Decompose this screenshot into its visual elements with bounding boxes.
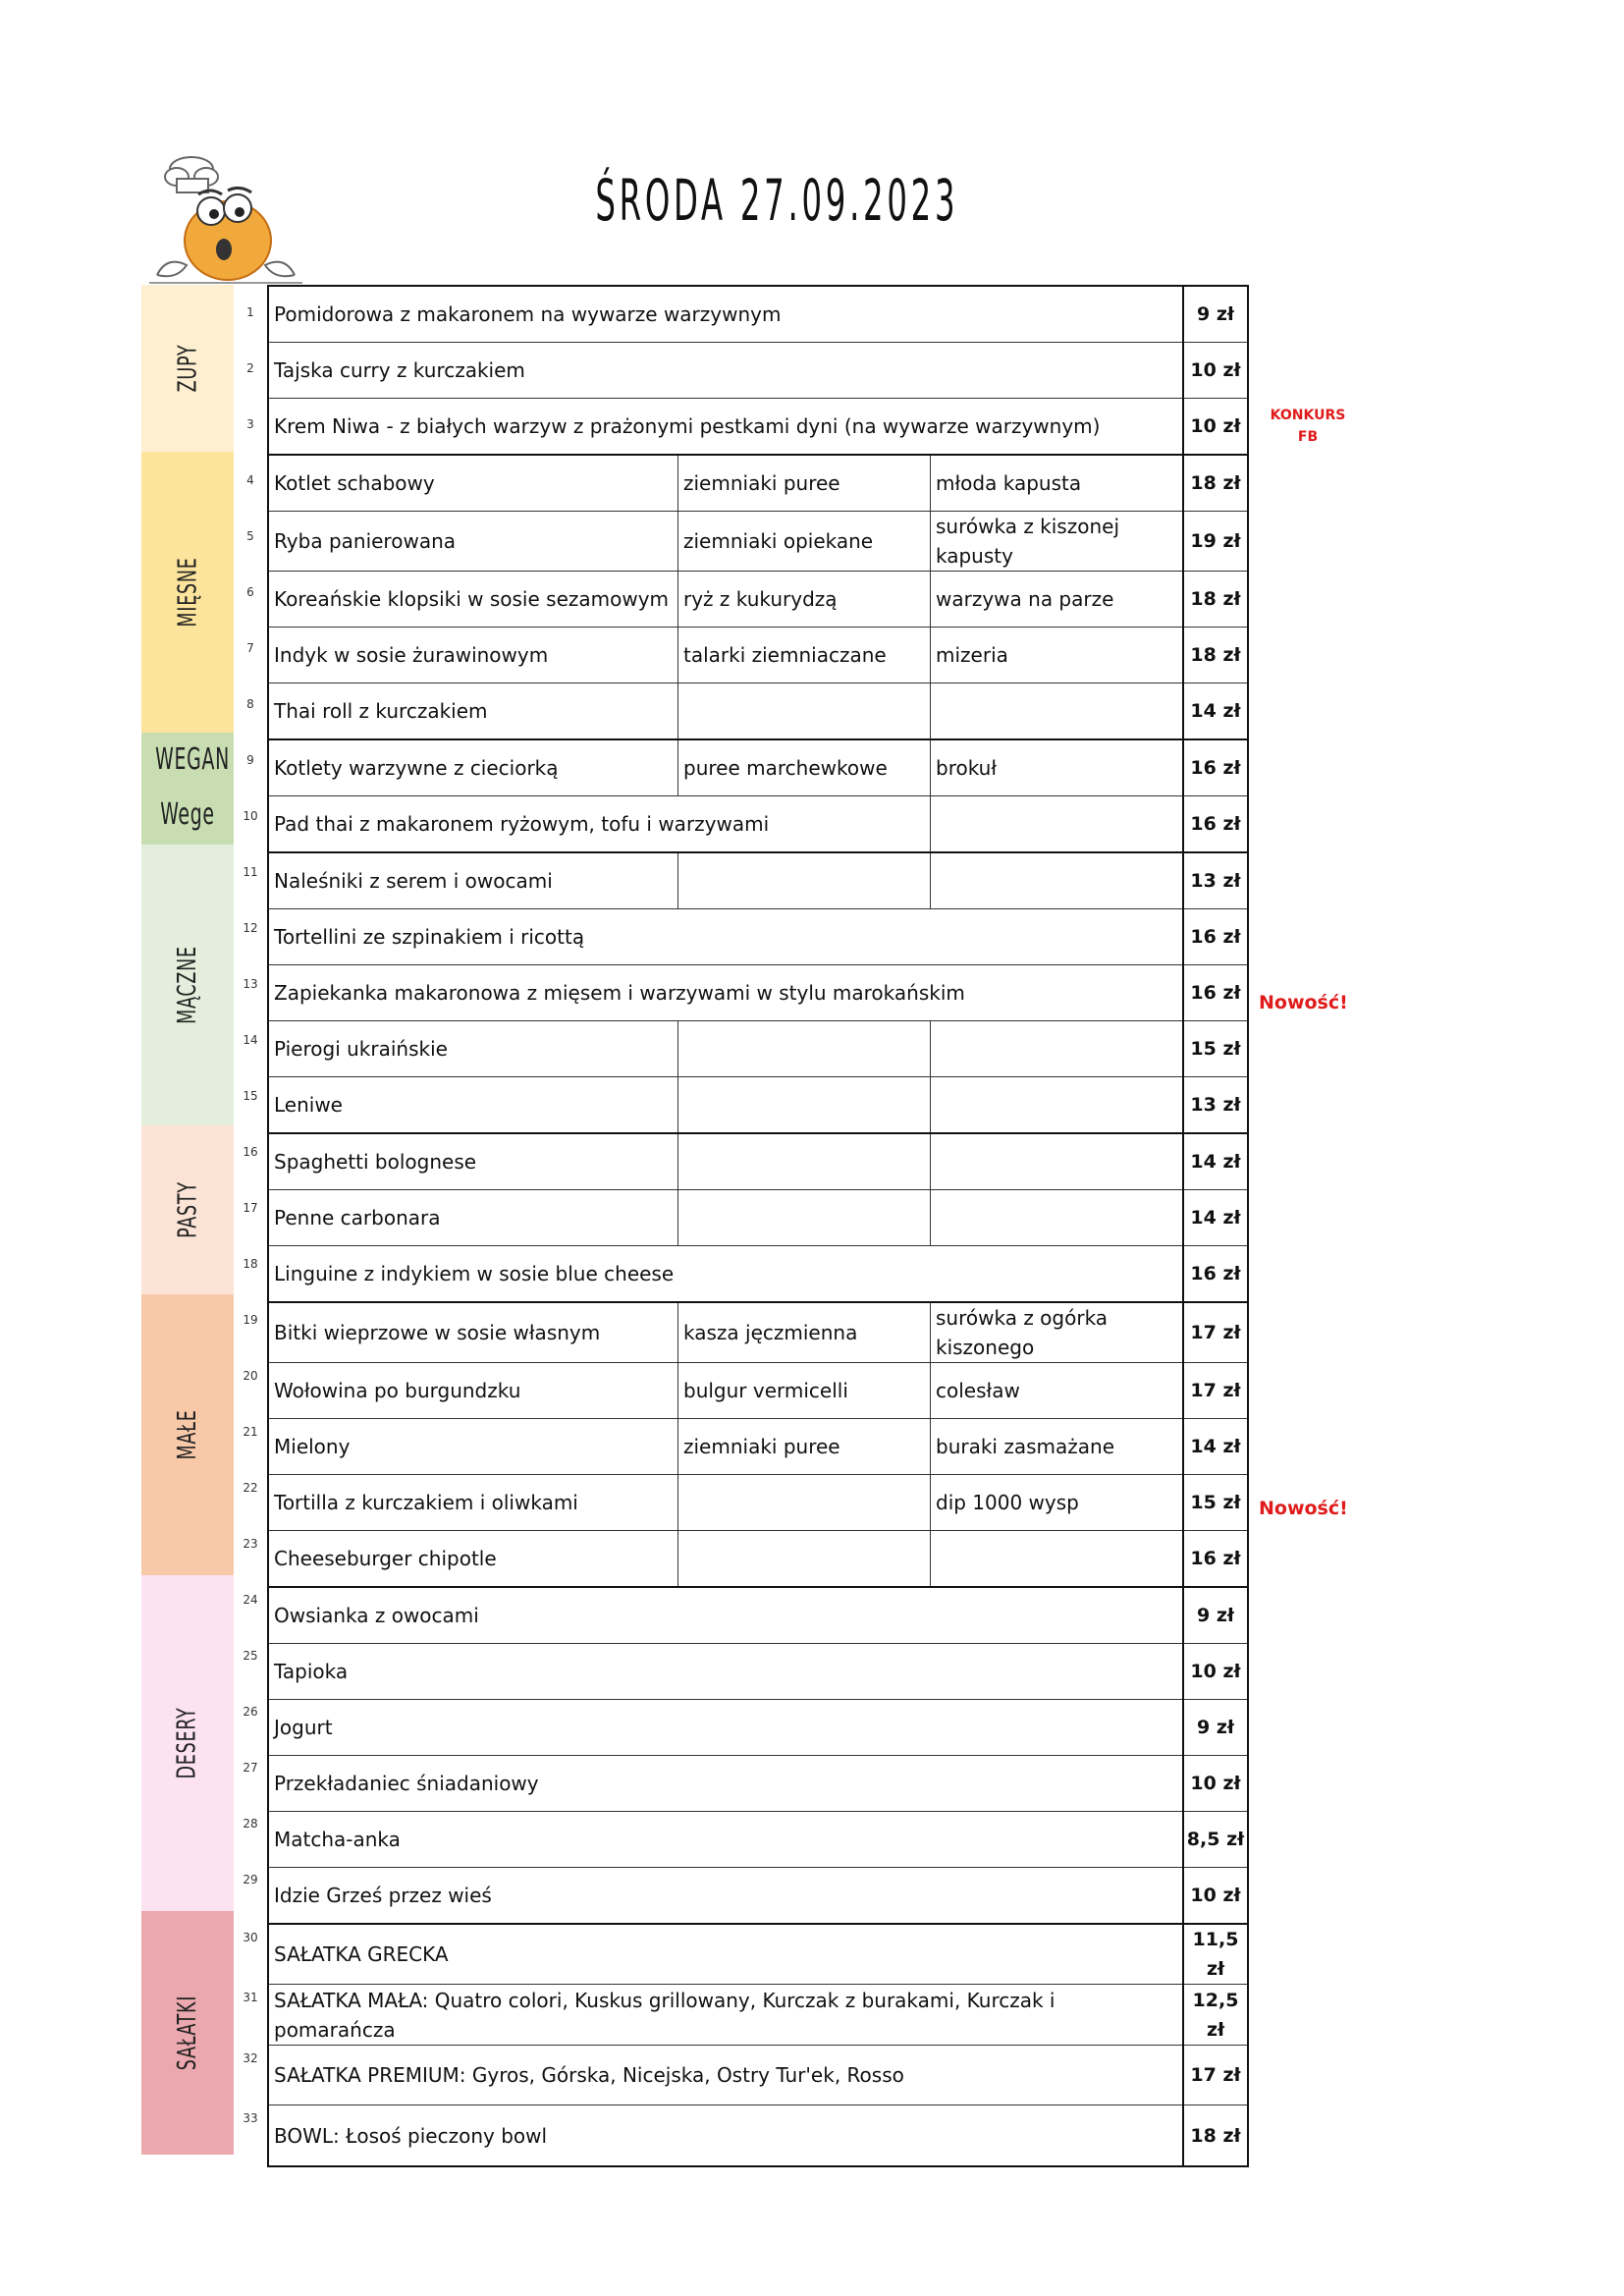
dish-cell: Ryba panierowana	[268, 512, 678, 572]
menu-row	[268, 1246, 1248, 1303]
menu-row	[268, 1644, 1248, 1700]
menu-row	[268, 1363, 1248, 1419]
dish-cell: SAŁATKA PREMIUM: Gyros, Górska, Nicejska, Ostry Tur'ek, Rosso	[268, 2046, 1183, 2105]
side-cell	[931, 683, 1184, 740]
category-label: MĄCZNE	[173, 946, 203, 1024]
price-cell: 10 zł	[1183, 1644, 1248, 1700]
dish-cell: Bitki wieprzowe w sosie własnym	[268, 1302, 678, 1363]
category-male	[141, 1294, 234, 1575]
price-cell: 12,5 zł	[1183, 1985, 1248, 2046]
row-number: 3	[246, 416, 254, 431]
side-cell: mizeria	[931, 628, 1184, 683]
price-cell: 16 zł	[1183, 1246, 1248, 1303]
price-cell: 10 zł	[1183, 1868, 1248, 1925]
price-cell: 9 zł	[1183, 1700, 1248, 1756]
row-number: 22	[243, 1480, 258, 1495]
row-number: 33	[243, 2111, 258, 2125]
side-cell: ryż z kukurydzą	[678, 572, 931, 628]
row-number: 14	[243, 1032, 258, 1047]
row-number: 29	[243, 1872, 258, 1886]
row-number: 25	[243, 1648, 258, 1663]
menu-row	[268, 965, 1248, 1021]
side-cell	[931, 1190, 1184, 1246]
side-cell	[678, 852, 931, 909]
side-cell: młoda kapusta	[931, 455, 1184, 512]
dish-cell: Pomidorowa z makaronem na wywarze warzywnym	[268, 286, 1183, 343]
row-number: 11	[243, 864, 258, 879]
dish-cell: Przekładaniec śniadaniowy	[268, 1756, 1183, 1812]
category-desery	[141, 1575, 234, 1911]
price-cell: 17 zł	[1183, 1302, 1248, 1363]
new-badge: Nowość!	[1259, 992, 1348, 1013]
row-number: 18	[243, 1256, 258, 1271]
price-cell: 16 zł	[1183, 909, 1248, 965]
row-number: 7	[246, 640, 254, 655]
row-number: 20	[243, 1368, 258, 1383]
price-cell: 9 zł	[1183, 1587, 1248, 1644]
row-number: 31	[243, 1991, 258, 2004]
dish-cell: Naleśniki z serem i owocami	[268, 852, 678, 909]
menu-row	[268, 1133, 1248, 1190]
dish-cell: Tajska curry z kurczakiem	[268, 343, 1183, 399]
menu-row	[268, 455, 1248, 512]
price-cell: 13 zł	[1183, 852, 1248, 909]
dish-cell: Krem Niwa - z białych warzyw z prażonymi pestkami dyni (na wywarze warzywnym)	[268, 399, 1183, 456]
category-label: PASTY	[172, 1181, 202, 1238]
price-cell: 9 zł	[1183, 286, 1248, 343]
category-maczne	[141, 845, 234, 1125]
row-number: 9	[246, 752, 254, 767]
price-cell: 14 zł	[1183, 1133, 1248, 1190]
menu-row	[268, 1190, 1248, 1246]
dish-cell: Kotlety warzywne z cieciorką	[268, 739, 678, 796]
menu-row	[268, 1924, 1248, 1985]
menu-row	[268, 628, 1248, 683]
side-cell: ziemniaki puree	[678, 455, 931, 512]
dish-cell: Koreańskie klopsiki w sosie sezamowym	[268, 572, 678, 628]
side-cell	[931, 1531, 1184, 1588]
price-cell: 16 zł	[1183, 739, 1248, 796]
konkurs-note	[1261, 405, 1355, 448]
category-wegan-wege	[141, 733, 234, 845]
row-number: 21	[243, 1424, 258, 1439]
menu-row	[268, 343, 1248, 399]
row-number: 10	[243, 808, 258, 823]
chef-mascot-icon	[147, 147, 304, 285]
menu-table	[267, 285, 1249, 2167]
dish-cell: Pierogi ukraińskie	[268, 1021, 678, 1077]
price-cell: 18 zł	[1183, 2105, 1248, 2167]
row-number: 26	[243, 1704, 258, 1719]
side-cell: ziemniaki puree	[678, 1419, 931, 1475]
side-cell: kasza jęczmienna	[678, 1302, 931, 1363]
side-cell	[678, 683, 931, 740]
row-number: 27	[243, 1760, 258, 1775]
category-label: ZUPY	[173, 344, 202, 393]
price-cell: 10 zł	[1183, 343, 1248, 399]
dish-cell: Mielony	[268, 1419, 678, 1475]
page-title: ŚRODA 27.09.2023	[595, 167, 959, 234]
menu-row	[268, 1077, 1248, 1134]
price-cell: 17 zł	[1183, 2046, 1248, 2105]
price-cell: 18 zł	[1183, 628, 1248, 683]
category-label: MIĘSNE	[173, 557, 203, 628]
row-number: 28	[243, 1816, 258, 1831]
dish-cell: Tortellini ze szpinakiem i ricottą	[268, 909, 1183, 965]
side-cell: brokuł	[931, 739, 1184, 796]
category-miesne	[141, 452, 234, 733]
price-cell: 10 zł	[1183, 399, 1248, 456]
side-cell: bulgur vermicelli	[678, 1363, 931, 1419]
dish-cell: Spaghetti bolognese	[268, 1133, 678, 1190]
price-cell: 10 zł	[1183, 1756, 1248, 1812]
menu-row	[268, 796, 1248, 853]
price-cell: 16 zł	[1183, 965, 1248, 1021]
side-cell	[678, 1531, 931, 1588]
price-cell: 16 zł	[1183, 796, 1248, 853]
menu-row	[268, 1302, 1248, 1363]
dish-cell: Thai roll z kurczakiem	[268, 683, 678, 740]
side-cell	[678, 1021, 931, 1077]
menu-row	[268, 683, 1248, 740]
dish-cell: Kotlet schabowy	[268, 455, 678, 512]
side-cell: puree marchewkowe	[678, 739, 931, 796]
price-cell: 14 zł	[1183, 1190, 1248, 1246]
new-badge: Nowość!	[1259, 1498, 1348, 1519]
price-cell: 14 zł	[1183, 683, 1248, 740]
side-cell: talarki ziemniaczane	[678, 628, 931, 683]
category-pasty	[141, 1125, 234, 1294]
side-cell	[931, 1077, 1184, 1134]
price-cell: 13 zł	[1183, 1077, 1248, 1134]
row-number: 23	[243, 1536, 258, 1551]
side-cell: colesław	[931, 1363, 1184, 1419]
price-cell: 15 zł	[1183, 1475, 1248, 1531]
dish-cell: Indyk w sosie żurawinowym	[268, 628, 678, 683]
side-cell	[931, 796, 1184, 853]
dish-cell: SAŁATKA MAŁA: Quatro colori, Kuskus grillowany, Kurczak z burakami, Kurczak i pomarańcza	[268, 1985, 1183, 2046]
dish-cell: Leniwe	[268, 1077, 678, 1134]
side-cell: buraki zasmażane	[931, 1419, 1184, 1475]
price-cell: 17 zł	[1183, 1363, 1248, 1419]
menu-row	[268, 1700, 1248, 1756]
menu-row	[268, 1868, 1248, 1925]
menu-row	[268, 1419, 1248, 1475]
side-cell	[678, 1077, 931, 1134]
side-cell	[678, 1133, 931, 1190]
dish-cell: Tortilla z kurczakiem i oliwkami	[268, 1475, 678, 1531]
side-cell	[931, 1133, 1184, 1190]
price-cell: 18 zł	[1183, 572, 1248, 628]
dish-cell: Jogurt	[268, 1700, 1183, 1756]
category-label: WEGAN	[155, 742, 230, 777]
row-number: 30	[243, 1930, 258, 1944]
menu-row	[268, 2046, 1248, 2105]
note-line: FB	[1297, 429, 1319, 445]
menu-row	[268, 1587, 1248, 1644]
menu-row	[268, 1812, 1248, 1868]
row-number: 6	[246, 584, 254, 599]
dish-cell: Penne carbonara	[268, 1190, 678, 1246]
row-number: 5	[246, 528, 254, 543]
side-cell: surówka z kiszonej kapusty	[931, 512, 1184, 572]
category-label: MAŁE	[172, 1409, 202, 1460]
menu-row	[268, 1985, 1248, 2046]
category-salatki	[141, 1911, 234, 2155]
dish-cell: Linguine z indykiem w sosie blue cheese	[268, 1246, 1183, 1303]
menu-row	[268, 512, 1248, 572]
price-cell: 14 zł	[1183, 1419, 1248, 1475]
side-cell: ziemniaki opiekane	[678, 512, 931, 572]
dish-cell: Pad thai z makaronem ryżowym, tofu i warzywami	[268, 796, 931, 853]
side-cell	[931, 1021, 1184, 1077]
menu-row	[268, 1756, 1248, 1812]
side-cell: warzywa na parze	[931, 572, 1184, 628]
row-number: 19	[243, 1312, 258, 1327]
row-number: 16	[243, 1144, 258, 1159]
row-number: 17	[243, 1200, 258, 1215]
menu-row	[268, 1531, 1248, 1588]
price-cell: 19 zł	[1183, 512, 1248, 572]
category-label: Wege	[160, 797, 215, 832]
row-number: 8	[246, 696, 254, 711]
row-number: 13	[243, 976, 258, 991]
dish-cell: Matcha-anka	[268, 1812, 1183, 1868]
menu-row	[268, 399, 1248, 456]
dish-cell: Tapioka	[268, 1644, 1183, 1700]
row-number: 12	[243, 920, 258, 935]
side-cell	[678, 1190, 931, 1246]
dish-cell: Wołowina po burgundzku	[268, 1363, 678, 1419]
price-cell: 8,5 zł	[1183, 1812, 1248, 1868]
row-number: 32	[243, 2050, 258, 2065]
menu-row	[268, 739, 1248, 796]
dish-cell: Zapiekanka makaronowa z mięsem i warzywami w stylu marokańskim	[268, 965, 1183, 1021]
row-number: 15	[243, 1088, 258, 1103]
side-cell	[931, 852, 1184, 909]
dish-cell: SAŁATKA GRECKA	[268, 1924, 1183, 1985]
menu-row	[268, 909, 1248, 965]
side-cell: surówka z ogórka kiszonego	[931, 1302, 1184, 1363]
price-cell: 18 zł	[1183, 455, 1248, 512]
price-cell: 11,5 zł	[1183, 1924, 1248, 1985]
dish-cell: Idzie Grześ przez wieś	[268, 1868, 1183, 1925]
row-number: 1	[246, 304, 254, 319]
row-number: 2	[246, 360, 254, 375]
category-zupy	[141, 285, 234, 452]
menu-row	[268, 2105, 1248, 2167]
menu-row	[268, 852, 1248, 909]
dish-cell: BOWL: Łosoś pieczony bowl	[268, 2105, 1183, 2167]
category-label: DESERY	[173, 1707, 203, 1779]
note-line: KONKURS	[1270, 408, 1346, 423]
menu-row	[268, 1475, 1248, 1531]
row-number: 4	[246, 472, 254, 487]
dish-cell: Owsianka z owocami	[268, 1587, 1183, 1644]
dish-cell: Cheeseburger chipotle	[268, 1531, 678, 1588]
row-number: 24	[243, 1592, 258, 1607]
price-cell: 15 zł	[1183, 1021, 1248, 1077]
side-cell	[678, 1475, 931, 1531]
price-cell: 16 zł	[1183, 1531, 1248, 1588]
menu-row	[268, 572, 1248, 628]
menu-row	[268, 1021, 1248, 1077]
menu-row	[268, 286, 1248, 343]
category-label: SAŁATKI	[173, 1995, 202, 2071]
side-cell: dip 1000 wysp	[931, 1475, 1184, 1531]
